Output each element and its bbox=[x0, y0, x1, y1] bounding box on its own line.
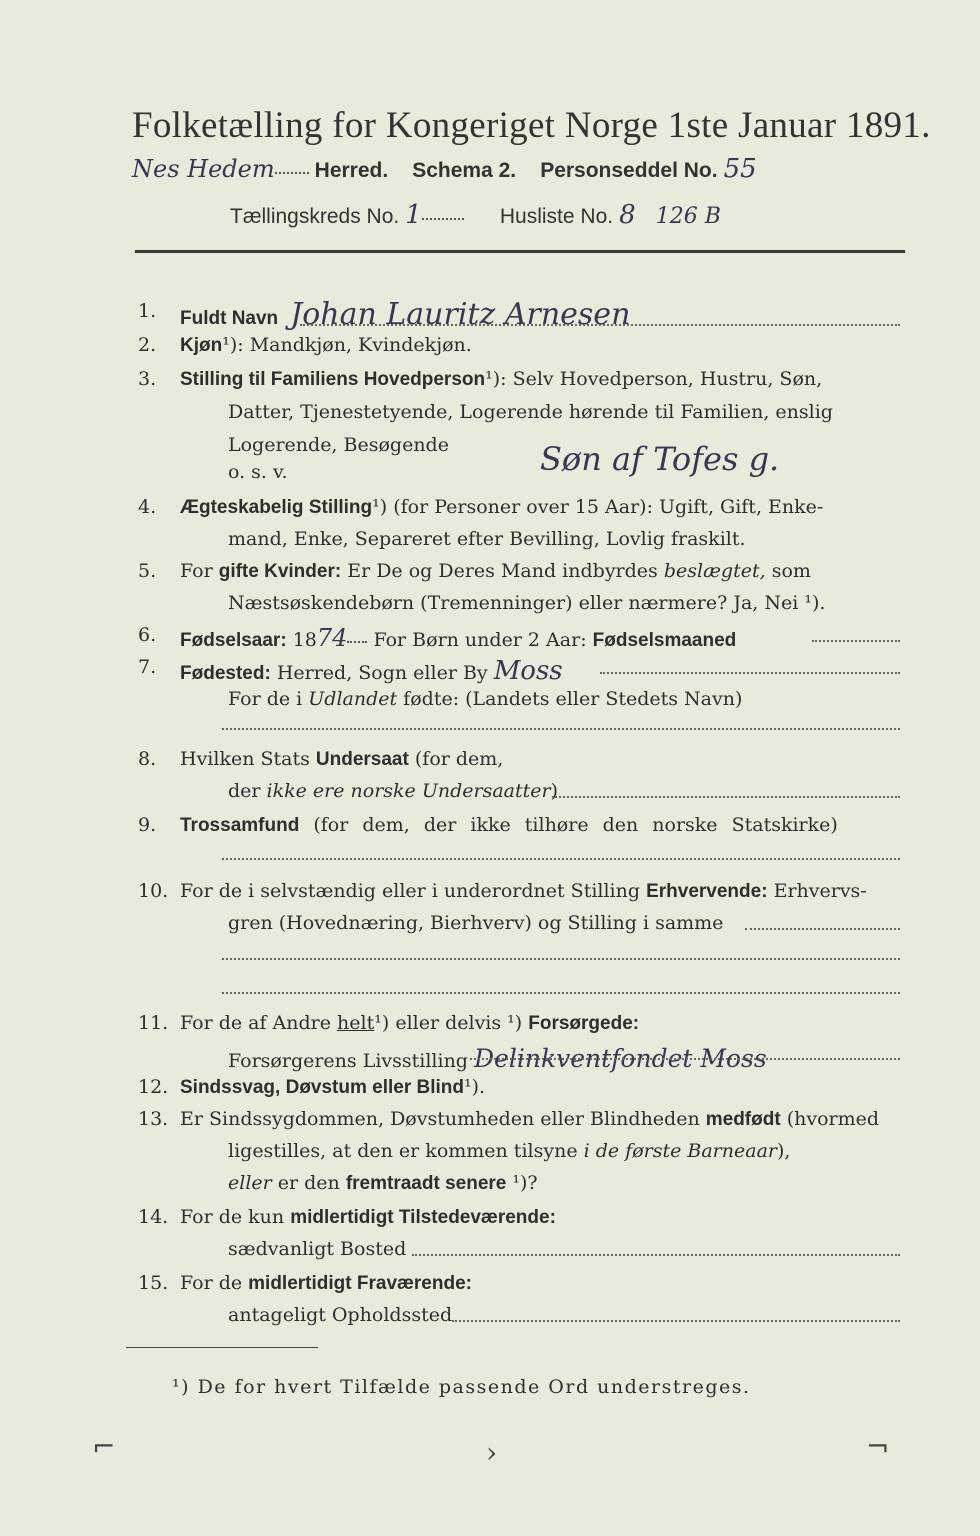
field-text: ¹): Mandkjøn, Kvindekjøn. bbox=[222, 334, 472, 356]
dotted-leader bbox=[275, 171, 309, 174]
field-text: mand, Enke, Separeret efter Bevilling, Lovlig fraskilt. bbox=[228, 528, 746, 550]
field-label: Fødested: bbox=[180, 663, 271, 684]
kreds-value: 1 bbox=[405, 200, 422, 230]
field-value: Johan Lauritz Arnesen bbox=[290, 297, 631, 332]
dotted-line bbox=[222, 992, 900, 994]
field-text: beslægtet, bbox=[663, 560, 766, 582]
field-label: Kjøn bbox=[180, 335, 223, 356]
item-number: 6. bbox=[138, 624, 157, 646]
field-label: Fuldt Navn bbox=[180, 308, 279, 329]
field-text: helt bbox=[337, 1012, 375, 1034]
field-text: (for dem, der ikke tilhøre den norske Statskirke) bbox=[299, 814, 838, 836]
field-text: ¹): Selv Hovedperson, Hustru, Søn, bbox=[485, 368, 823, 390]
field-label: midlertidigt Fraværende: bbox=[248, 1273, 472, 1294]
field-text: 18 bbox=[286, 629, 317, 651]
field-text: (for dem, bbox=[408, 748, 504, 770]
herred-value: Nes Hedem bbox=[132, 155, 275, 183]
field-text: er den bbox=[271, 1172, 346, 1194]
field-text: ikke ere norske Undersaatter bbox=[266, 780, 551, 802]
field-tilstedevaerende bbox=[180, 1206, 556, 1229]
field-text: For bbox=[180, 560, 219, 582]
field-text: i de første Barneaar bbox=[583, 1140, 777, 1162]
personseddel-value: 55 bbox=[723, 154, 757, 184]
husliste-extra: 126 B bbox=[655, 204, 721, 229]
field-text: fødte: (Landets eller Stedets Navn) bbox=[397, 688, 743, 710]
item-number: 1. bbox=[138, 300, 157, 322]
field-text: Udlandet bbox=[308, 688, 398, 710]
field-text: Er Sindssygdommen, Døvstumheden eller Blindheden bbox=[180, 1108, 706, 1130]
herred-label: Herred. bbox=[314, 159, 389, 182]
field-kjon bbox=[180, 334, 472, 357]
field-aegteskab bbox=[180, 496, 823, 519]
field-undersaat-2 bbox=[228, 780, 558, 802]
dotted-line bbox=[222, 728, 900, 730]
schema-label: Schema 2. bbox=[412, 159, 517, 182]
field-text: antageligt Opholdssted bbox=[228, 1304, 453, 1326]
dotted-line bbox=[412, 1254, 900, 1256]
field-text: Logerende, Besøgende bbox=[228, 434, 449, 456]
dotted-line bbox=[452, 1320, 900, 1322]
item-number: 5. bbox=[138, 560, 157, 582]
field-value: Moss bbox=[493, 656, 563, 686]
field-text: eller bbox=[228, 1172, 272, 1194]
field-text: ¹) eller delvis ¹) bbox=[374, 1012, 529, 1034]
field-label: Forsørgede: bbox=[528, 1013, 640, 1034]
field-medfodt bbox=[180, 1108, 879, 1131]
field-label: fremtraadt senere bbox=[345, 1173, 507, 1194]
dotted-line bbox=[300, 324, 900, 326]
field-fuldt-navn bbox=[180, 297, 630, 332]
field-label: medfødt bbox=[705, 1109, 781, 1130]
item-number: 3. bbox=[138, 368, 157, 390]
field-label: Fødselsmaaned bbox=[592, 630, 737, 651]
field-stilling bbox=[180, 368, 822, 391]
field-udlandet bbox=[228, 688, 742, 710]
item-number: 15. bbox=[138, 1272, 169, 1294]
item-number: 10. bbox=[138, 880, 169, 902]
footnote: ¹) De for hvert Tilfælde passende Ord understreges. bbox=[172, 1376, 751, 1398]
dotted-leader bbox=[422, 217, 464, 220]
item-number: 14. bbox=[138, 1206, 169, 1228]
herred-row bbox=[132, 154, 757, 184]
field-label: Erhvervende: bbox=[646, 881, 768, 902]
field-value: Delinkventfondet Moss bbox=[474, 1044, 767, 1073]
field-trossamfund bbox=[180, 814, 838, 837]
field-label: midlertidigt Tilstedeværende: bbox=[290, 1207, 556, 1228]
field-text: der bbox=[228, 780, 267, 802]
field-text: For de i bbox=[228, 688, 309, 710]
field-fodested bbox=[180, 656, 563, 686]
dotted-line bbox=[222, 858, 900, 860]
field-undersaat bbox=[180, 748, 503, 771]
dotted-line bbox=[470, 1058, 900, 1060]
field-text: ¹) (for Personer over 15 Aar): Ugift, Gift, Enke- bbox=[372, 496, 824, 518]
form-title: Folketælling for Kongeriget Norge 1ste Januar 1891. bbox=[132, 105, 931, 146]
field-text: Er De og Deres Mand indbyrdes bbox=[341, 560, 664, 582]
corner-mark: ⌐ bbox=[92, 1430, 116, 1463]
field-text: (hvormed bbox=[780, 1108, 880, 1130]
field-medfodt-2 bbox=[228, 1140, 790, 1162]
field-text: Hvilken Stats bbox=[180, 748, 316, 770]
field-text: Næstsøskendebørn (Tremenninger) eller nærmere? Ja, Nei ¹). bbox=[228, 592, 826, 614]
header-rule bbox=[135, 250, 905, 253]
field-text: Herred, Sogn eller By bbox=[270, 662, 488, 684]
field-label: Trossamfund bbox=[180, 815, 300, 836]
kreds-row bbox=[230, 200, 721, 230]
field-text: For de af Andre bbox=[180, 1012, 338, 1034]
field-text: ligestilles, at den er kommen tilsyne bbox=[228, 1140, 584, 1162]
field-forsorgede bbox=[180, 1012, 639, 1035]
field-label: Stilling til Familiens Hovedperson bbox=[180, 369, 486, 390]
dotted-line bbox=[552, 796, 900, 798]
field-text: o. s. v. bbox=[228, 461, 288, 483]
item-number: 7. bbox=[138, 656, 157, 678]
field-text: For de kun bbox=[180, 1206, 291, 1228]
field-text: For Børn under 2 Aar: bbox=[367, 629, 593, 651]
field-text: Forsørgerens Livsstilling bbox=[228, 1050, 468, 1072]
kreds-label: Tællingskreds No. bbox=[230, 205, 400, 228]
field-value: 74 bbox=[316, 624, 348, 652]
dotted-line bbox=[745, 928, 900, 930]
field-fravaerende bbox=[180, 1272, 472, 1295]
field-text: Erhvervs- bbox=[767, 880, 867, 902]
field-label: Sindssvag, Døvstum eller Blind bbox=[180, 1077, 465, 1098]
item-number: 9. bbox=[138, 814, 157, 836]
field-text: ¹). bbox=[464, 1076, 486, 1098]
field-text: ) bbox=[550, 780, 558, 802]
corner-mark: ¬ bbox=[866, 1430, 890, 1463]
field-medfodt-3 bbox=[228, 1172, 538, 1195]
dotted-line bbox=[222, 958, 900, 960]
field-text: gren (Hovednæring, Bierhverv) og Stilling i samme bbox=[228, 912, 724, 934]
field-label: Ægteskabelig Stilling bbox=[180, 497, 373, 518]
field-text: For de bbox=[180, 1272, 249, 1294]
field-text: ¹)? bbox=[506, 1172, 538, 1194]
field-text: ), bbox=[777, 1140, 791, 1162]
field-text: som bbox=[765, 560, 811, 582]
personseddel-label: Personseddel No. bbox=[540, 159, 718, 182]
corner-mark: › bbox=[486, 1436, 498, 1469]
field-text: For de i selvstændig eller i underordnet Stilling bbox=[180, 880, 647, 902]
field-value: Søn af Tofes g. bbox=[540, 440, 780, 478]
item-number: 8. bbox=[138, 748, 157, 770]
item-number: 13. bbox=[138, 1108, 169, 1130]
husliste-label: Husliste No. bbox=[499, 205, 614, 228]
field-label: Fødselsaar: bbox=[180, 630, 287, 651]
item-number: 11. bbox=[138, 1012, 169, 1034]
item-number: 2. bbox=[138, 334, 157, 356]
item-number: 4. bbox=[138, 496, 157, 518]
husliste-value: 8 bbox=[619, 200, 636, 230]
footnote-rule bbox=[126, 1347, 318, 1348]
field-erhverv bbox=[180, 880, 867, 903]
field-sindssvag bbox=[180, 1076, 485, 1099]
field-label: gifte Kvinder: bbox=[218, 561, 342, 582]
field-gifte-kvinder bbox=[180, 560, 811, 583]
field-text: sædvanligt Bosted bbox=[228, 1238, 407, 1260]
field-label: Undersaat bbox=[315, 749, 409, 770]
item-number: 12. bbox=[138, 1076, 169, 1098]
dotted-leader bbox=[347, 640, 367, 643]
field-text: Datter, Tjenestetyende, Logerende hørende til Familien, enslig bbox=[228, 401, 833, 423]
field-fodselsaar bbox=[180, 624, 736, 652]
dotted-line bbox=[600, 672, 900, 674]
dotted-line bbox=[812, 640, 900, 642]
